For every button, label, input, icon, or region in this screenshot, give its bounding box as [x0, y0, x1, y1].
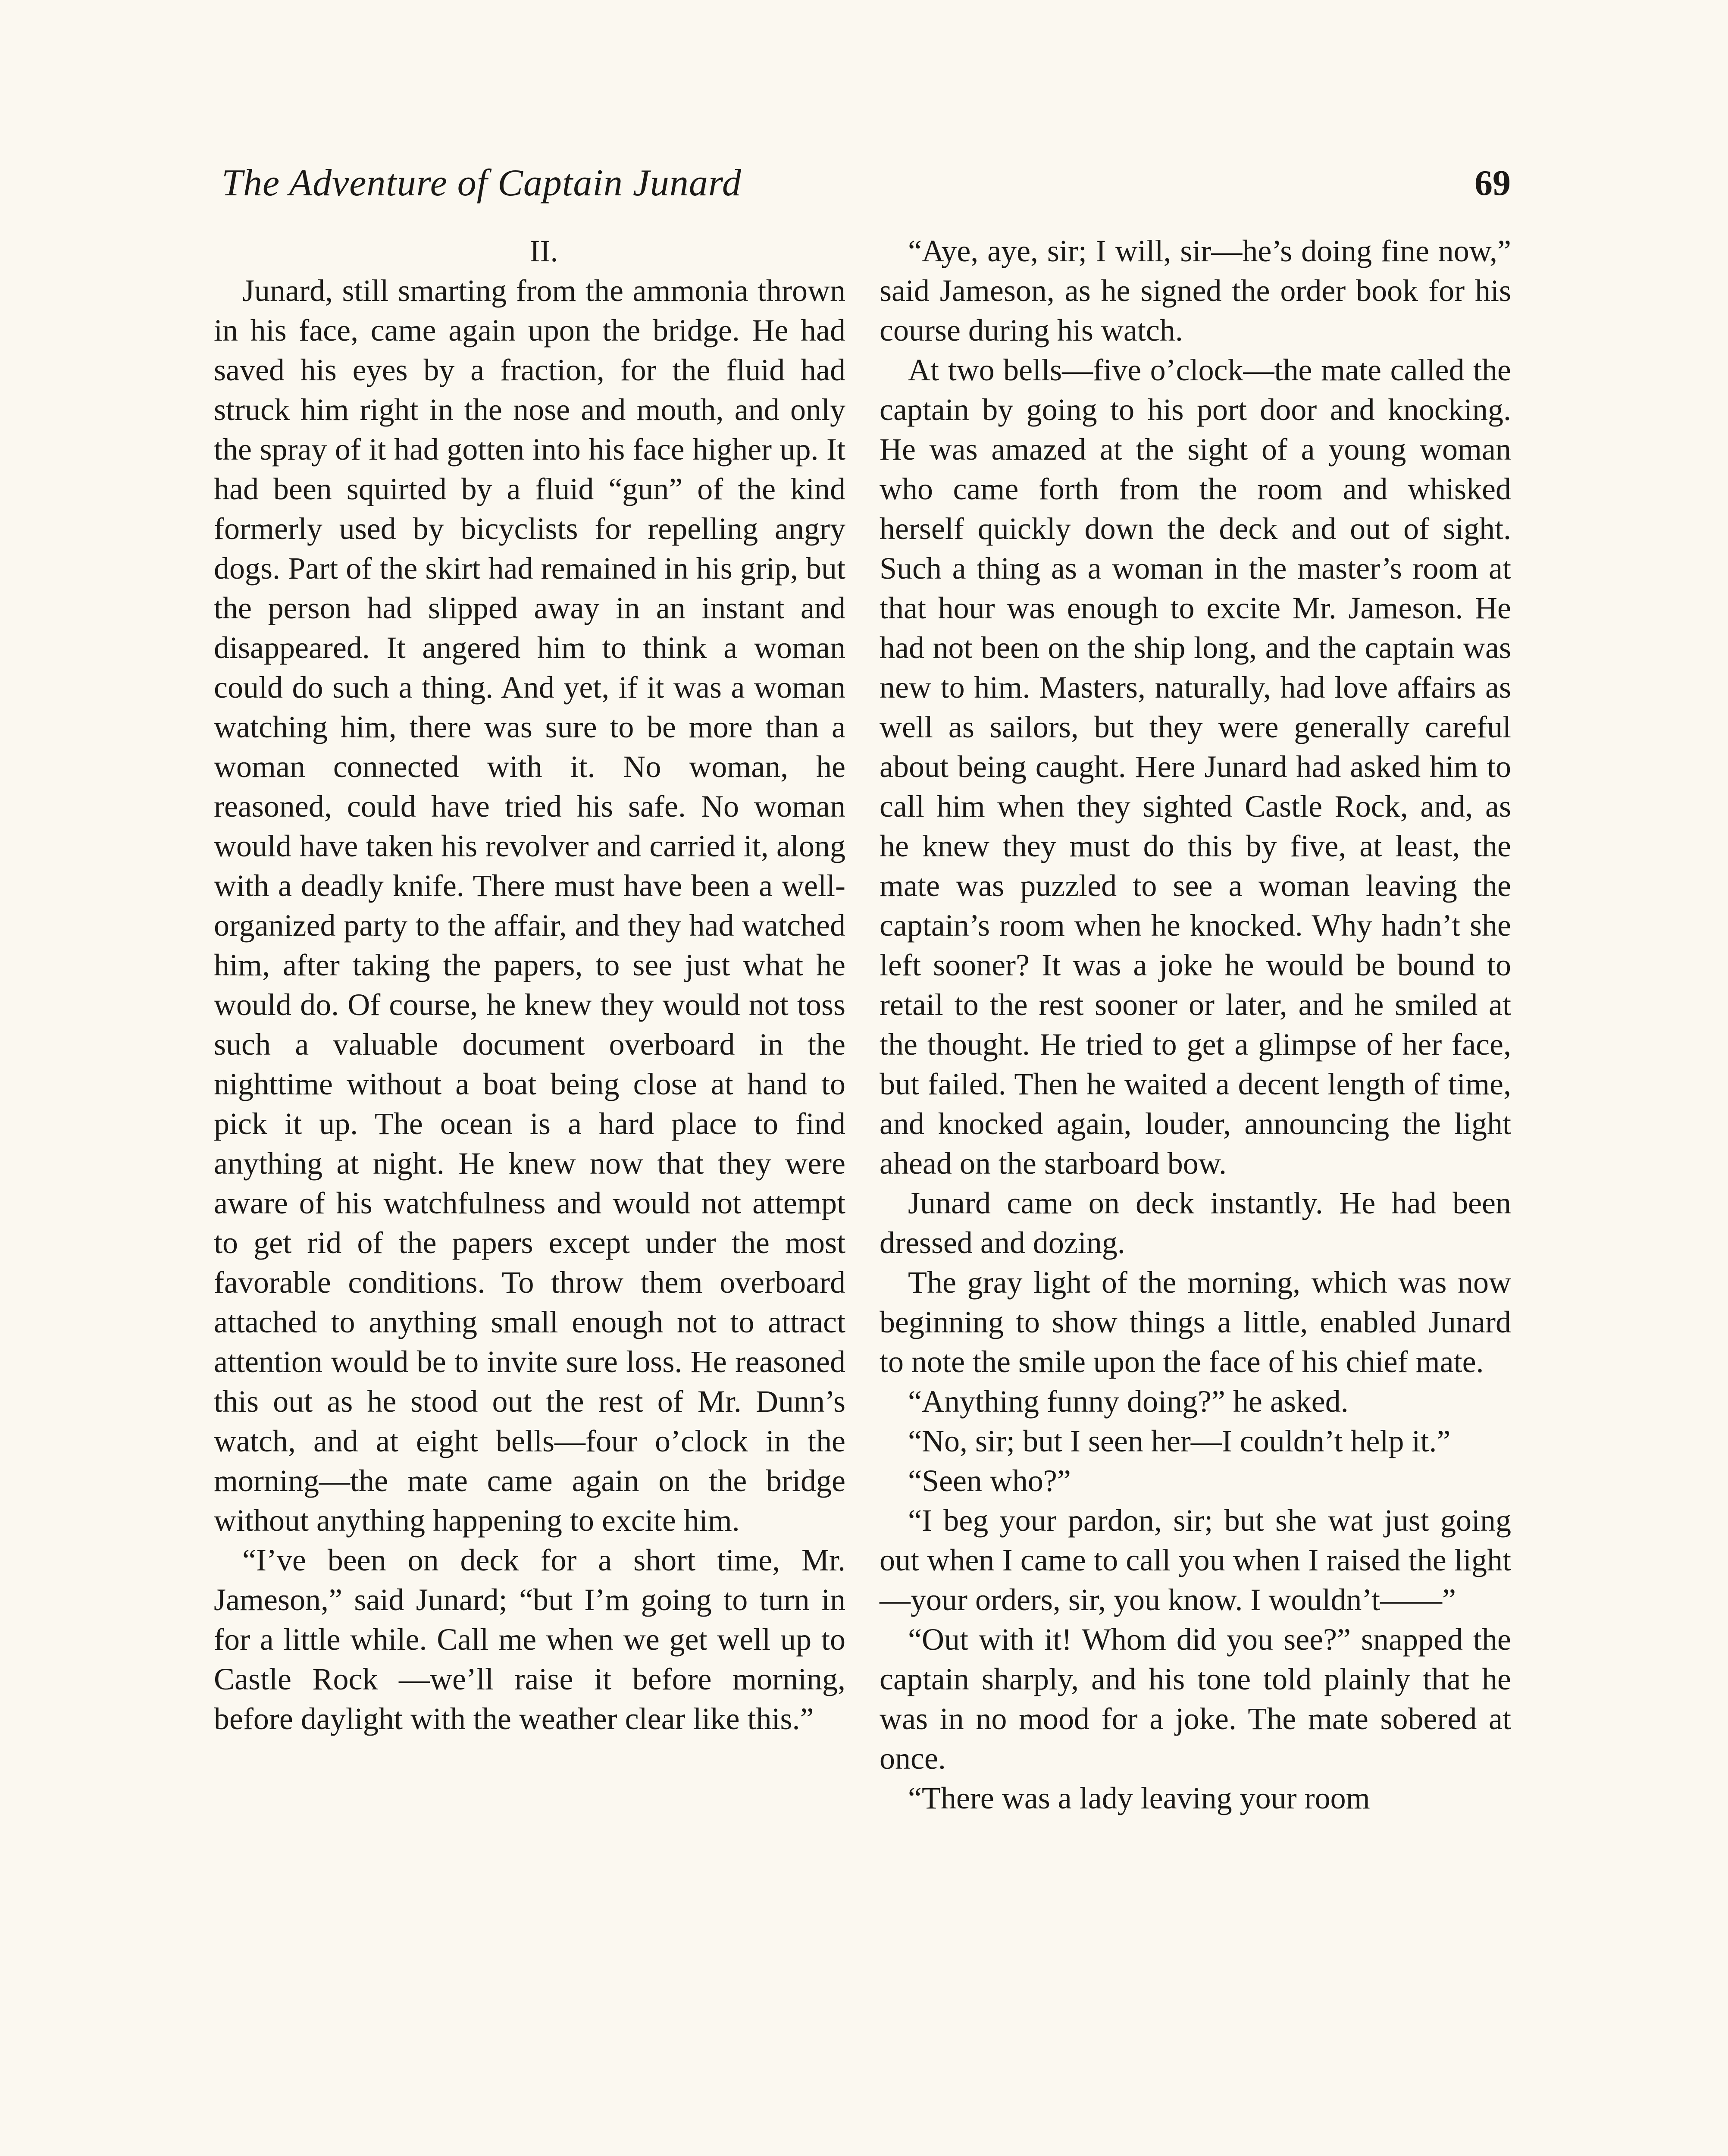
paragraph: Junard, still smarting from the ammonia thrown in his face, came again upon the bridge. He had saved his eyes by a fraction, for the fluid had struck him right in the nose and mouth, and only the spray of it had gotten into his face higher up. It had been squirted by a fluid “gun” of the kind formerly used by bicyclists for repelling angry dogs. Part of the skirt had remained in his grip, but the person had slipped away in an instant and disappeared. It angered him to think a woman could do such a thing. And yet, if it was a woman watching him, there was sure to be more than a woman connected with it. No woman, he reasoned, could have tried his safe. No woman would have taken his revolver and carried it, along with a deadly knife. There must have been a well-organized party to the affair, and they had watched him, after taking the papers, to see just what he would do. Of course, he knew they would not toss such a valuable document overboard in the nighttime without a boat being close at hand to pick it up. The ocean is a hard place to find anything at night. He knew now that they were aware of his watchfulness and would not attempt to get rid of the papers except under the most favorable conditions. To throw them overboard attached to anything small enough not to attract attention would be to invite sure loss. He reasoned this out as he stood out the rest of Mr. Dunn’s watch, and at eight bells—four o’clock in the morning—the mate came again on the bridge without anything happening to excite him.	[214, 273, 845, 1538]
paragraph: “I beg your pardon, sir; but she wat just going out when I came to call you when I raised the light—your orders, sir, you know. I wouldn’t——”	[880, 1503, 1511, 1617]
page-header	[222, 155, 1511, 211]
left-column	[214, 231, 845, 1739]
paragraph: “I’ve been on deck for a short time, Mr. Jameson,” said Junard; “but I’m going to turn in for a little while. Call me when we get well up to Castle Rock —we’ll raise it before morning, before daylight with the weather clear like this.”	[214, 1543, 845, 1736]
right-column	[880, 231, 1511, 1818]
paragraph: “Anything funny doing?” he asked.	[908, 1384, 1349, 1419]
paragraph: “There was a lady leaving your room	[908, 1781, 1370, 1815]
paragraph: “No, sir; but I seen her—I couldn’t help it.”	[908, 1424, 1451, 1458]
paragraph: “Seen who?”	[908, 1463, 1071, 1498]
page-number: 69	[1474, 163, 1511, 203]
paragraph: Junard came on deck instantly. He had been dressed and dozing.	[880, 1186, 1511, 1260]
paragraph: “Aye, aye, sir; I will, sir—he’s doing fine now,” said Jameson, as he signed the order book for his course during his watch.	[880, 234, 1511, 348]
running-title: The Adventure of Captain Junard	[222, 162, 742, 204]
paragraph: The gray light of the morning, which was now beginning to show things a little, enabled Junard to note the smile upon the face of his chief mate.	[880, 1265, 1511, 1379]
section-heading: II.	[529, 234, 558, 268]
paragraph: “Out with it! Whom did you see?” snapped the captain sharply, and his tone told plainly that he was in no mood for a joke. The mate sobered at once.	[880, 1622, 1511, 1776]
paragraph: At two bells—five o’clock—the mate called the captain by going to his port door and knocking. He was amazed at the sight of a young woman who came forth from the room and whisked herself quickly down the deck and out of sight. Such a thing as a woman in the master’s room at that hour was enough to excite Mr. Jameson. He had not been on the ship long, and the captain was new to him. Masters, naturally, had love affairs as well as sailors, but they were generally careful about being caught. Here Junard had asked him to call him when they sighted Castle Rock, and, as he knew they must do this by five, at least, the mate was puzzled to see a woman leaving the captain’s room when he knocked. Why hadn’t she left sooner? It was a joke he would be bound to retail to the rest sooner or later, and he smiled at the thought. He tried to get a glimpse of her face, but failed. Then he waited a decent length of time, and knocked again, louder, announcing the light ahead on the starboard bow.	[880, 353, 1511, 1181]
